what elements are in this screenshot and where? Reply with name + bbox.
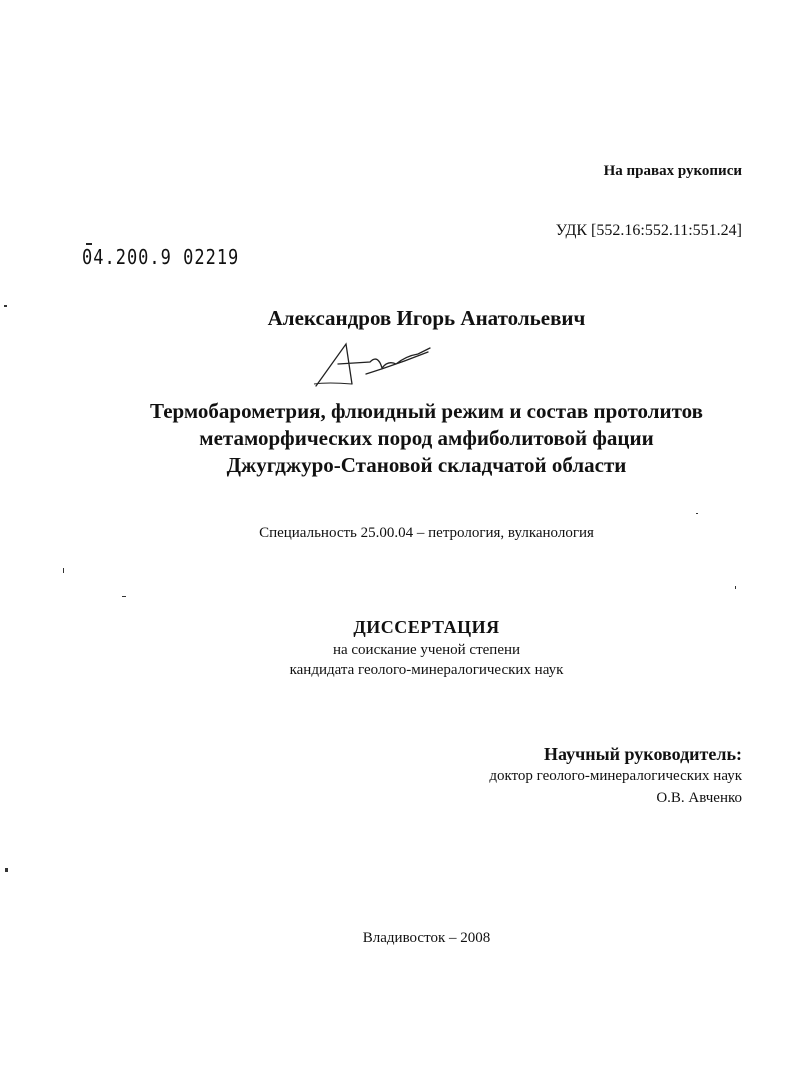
advisor-degree: доктор геолого-минералогических наук [489,768,742,784]
title-line-3: Джугджуро-Становой складчатой области [226,453,627,477]
thesis-title [0,398,793,479]
scan-speck [4,305,7,307]
stamp-mark [86,243,92,245]
scan-speck [63,568,64,573]
dissertation-heading: ДИССЕРТАЦИЯ [353,617,500,637]
udk-code: УДК [552.16:552.11:551.24] [555,222,742,239]
advisor-name: О.В. Авченко [656,790,742,806]
degree-line-1: на соискание ученой степени [332,642,521,658]
title-line-1: Термобарометрия, флюидный режим и состав протолитов [150,399,703,423]
scan-speck [122,596,126,597]
degree-description [0,640,793,680]
scan-speck [696,513,698,514]
author-name: Александров Игорь Анатольевич [267,306,586,330]
scan-speck [5,868,8,872]
advisor-heading: Научный руководитель: [544,744,742,764]
author-signature [308,334,438,394]
manuscript-rights-note: На правах рукописи [603,163,742,179]
degree-line-2: кандидата геолого-минералогических наук [289,662,564,678]
title-line-2: метаморфических пород амфиболитовой фации [199,426,654,450]
registration-stamp: 04.200.9 02219 [82,246,240,270]
place-and-year: Владивосток – 2008 [362,930,491,946]
speciality-line: Специальность 25.00.04 – петрология, вулканология [259,525,594,541]
scan-speck [735,586,736,589]
